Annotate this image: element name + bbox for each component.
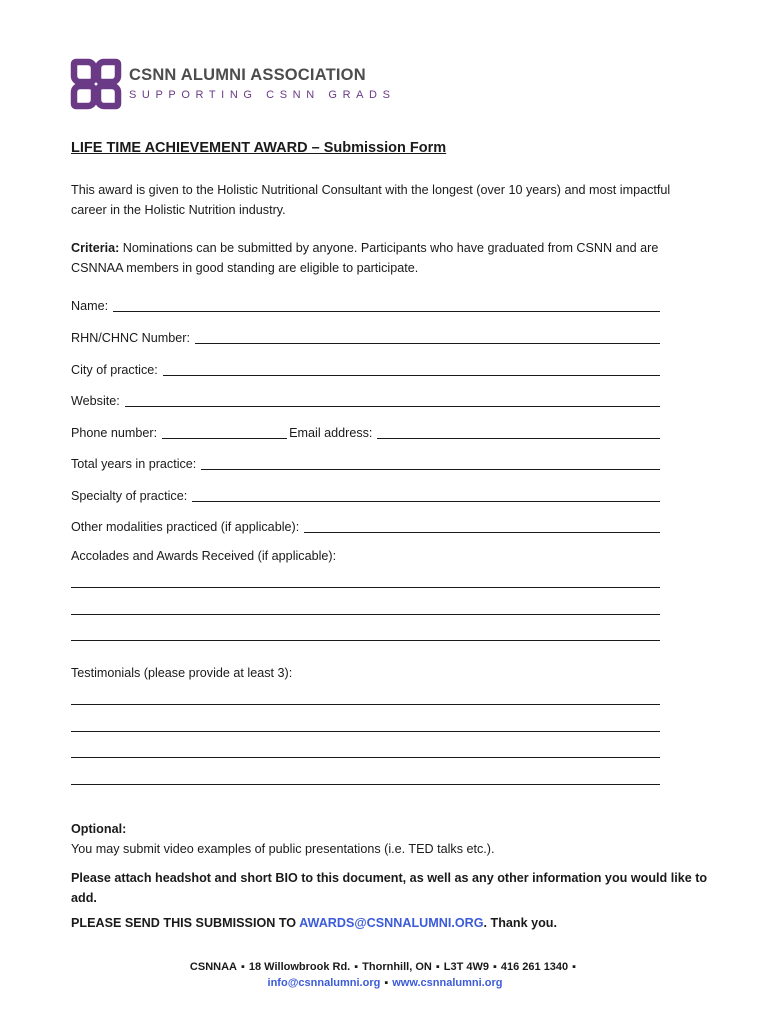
email-label: Email address:	[289, 426, 373, 440]
phone-label: Phone number:	[71, 426, 158, 440]
footer-separator: ▪	[240, 961, 245, 973]
city-field	[71, 360, 660, 378]
modalities-field	[71, 517, 660, 535]
accolades-label: Accolades and Awards Received (if applicable):	[71, 549, 337, 563]
footer-postal: L3T 4W9	[443, 961, 489, 973]
optional-title: Optional:	[71, 822, 127, 836]
footer-website-link[interactable]: www.csnnalumni.org	[392, 977, 503, 989]
testimonials-line-1[interactable]	[71, 704, 660, 705]
specialty-label: Specialty of practice:	[71, 489, 188, 503]
city-label: City of practice:	[71, 363, 158, 377]
specialty-field	[71, 486, 660, 504]
send-suffix: . Thank you.	[483, 916, 558, 930]
name-field	[71, 296, 660, 314]
contact-field-row	[71, 423, 660, 441]
footer-phone: 416 261 1340	[500, 961, 569, 973]
footer-separator: ▪	[354, 961, 359, 973]
criteria-text: Nominations can be submitted by anyone. Participants who have graduated from CSNN and are CSNNAA members in good standing are eligible to participate.	[71, 241, 659, 275]
testimonials-line-4[interactable]	[71, 784, 660, 785]
footer-separator: ▪	[435, 961, 440, 973]
name-label: Name:	[71, 299, 109, 313]
form-title: LIFE TIME ACHIEVEMENT AWARD – Submission Form	[71, 140, 447, 156]
send-prefix: PLEASE SEND THIS SUBMISSION TO	[71, 916, 300, 930]
testimonials-line-2[interactable]	[71, 731, 660, 732]
website-input-line[interactable]	[125, 406, 660, 407]
brand-tagline: SUPPORTING CSNN GRADS	[129, 89, 396, 101]
optional-text: You may submit video examples of public presentations (i.e. TED talks etc.).	[71, 842, 495, 856]
years-field	[71, 454, 660, 472]
criteria-label: Criteria:	[71, 241, 120, 255]
rhn-input-line[interactable]	[195, 343, 660, 344]
name-input-line[interactable]	[113, 311, 660, 312]
footer-separator: ▪	[572, 961, 577, 973]
years-input-line[interactable]	[201, 469, 660, 470]
email-input-line[interactable]	[377, 438, 660, 439]
footer-separator: ▪	[492, 961, 497, 973]
footer-org: CSNNAA	[189, 961, 237, 973]
modalities-input-line[interactable]	[304, 532, 660, 533]
footer-separator: ▪	[384, 977, 389, 989]
testimonials-line-3[interactable]	[71, 757, 660, 758]
four-petal-logo-icon	[70, 58, 122, 110]
brand-logo	[70, 58, 396, 110]
criteria-paragraph	[71, 239, 706, 278]
footer-address-line	[0, 961, 770, 973]
testimonials-label: Testimonials (please provide at least 3):	[71, 666, 293, 680]
footer-links-line	[0, 977, 770, 989]
specialty-input-line[interactable]	[192, 501, 660, 502]
footer-city: Thornhill, ON	[362, 961, 432, 973]
rhn-label: RHN/CHNC Number:	[71, 331, 190, 345]
brand-name: CSNN ALUMNI ASSOCIATION	[129, 66, 366, 84]
accolades-line-1[interactable]	[71, 587, 660, 588]
modalities-label: Other modalities practiced (if applicable):	[71, 520, 300, 534]
send-instructions	[71, 916, 557, 930]
intro-paragraph: This award is given to the Holistic Nutritional Consultant with the longest (over 10 years) and most impactful career in the Holistic Nutrition industry.	[71, 183, 671, 217]
website-field	[71, 391, 660, 409]
footer-street: 18 Willowbrook Rd.	[248, 961, 351, 973]
rhn-field	[71, 328, 660, 346]
years-label: Total years in practice:	[71, 457, 197, 471]
city-input-line[interactable]	[163, 375, 660, 376]
attach-instructions: Please attach headshot and short BIO to this document, as well as any other information you would like to add.	[71, 871, 708, 905]
send-email-link[interactable]: AWARDS@CSNNALUMNI.ORG	[299, 916, 484, 930]
phone-input-line[interactable]	[162, 438, 287, 439]
accolades-line-2[interactable]	[71, 614, 660, 615]
website-label: Website:	[71, 394, 120, 408]
accolades-line-3[interactable]	[71, 640, 660, 641]
footer-email-link[interactable]: info@csnnalumni.org	[267, 977, 381, 989]
brand-text	[129, 65, 396, 103]
